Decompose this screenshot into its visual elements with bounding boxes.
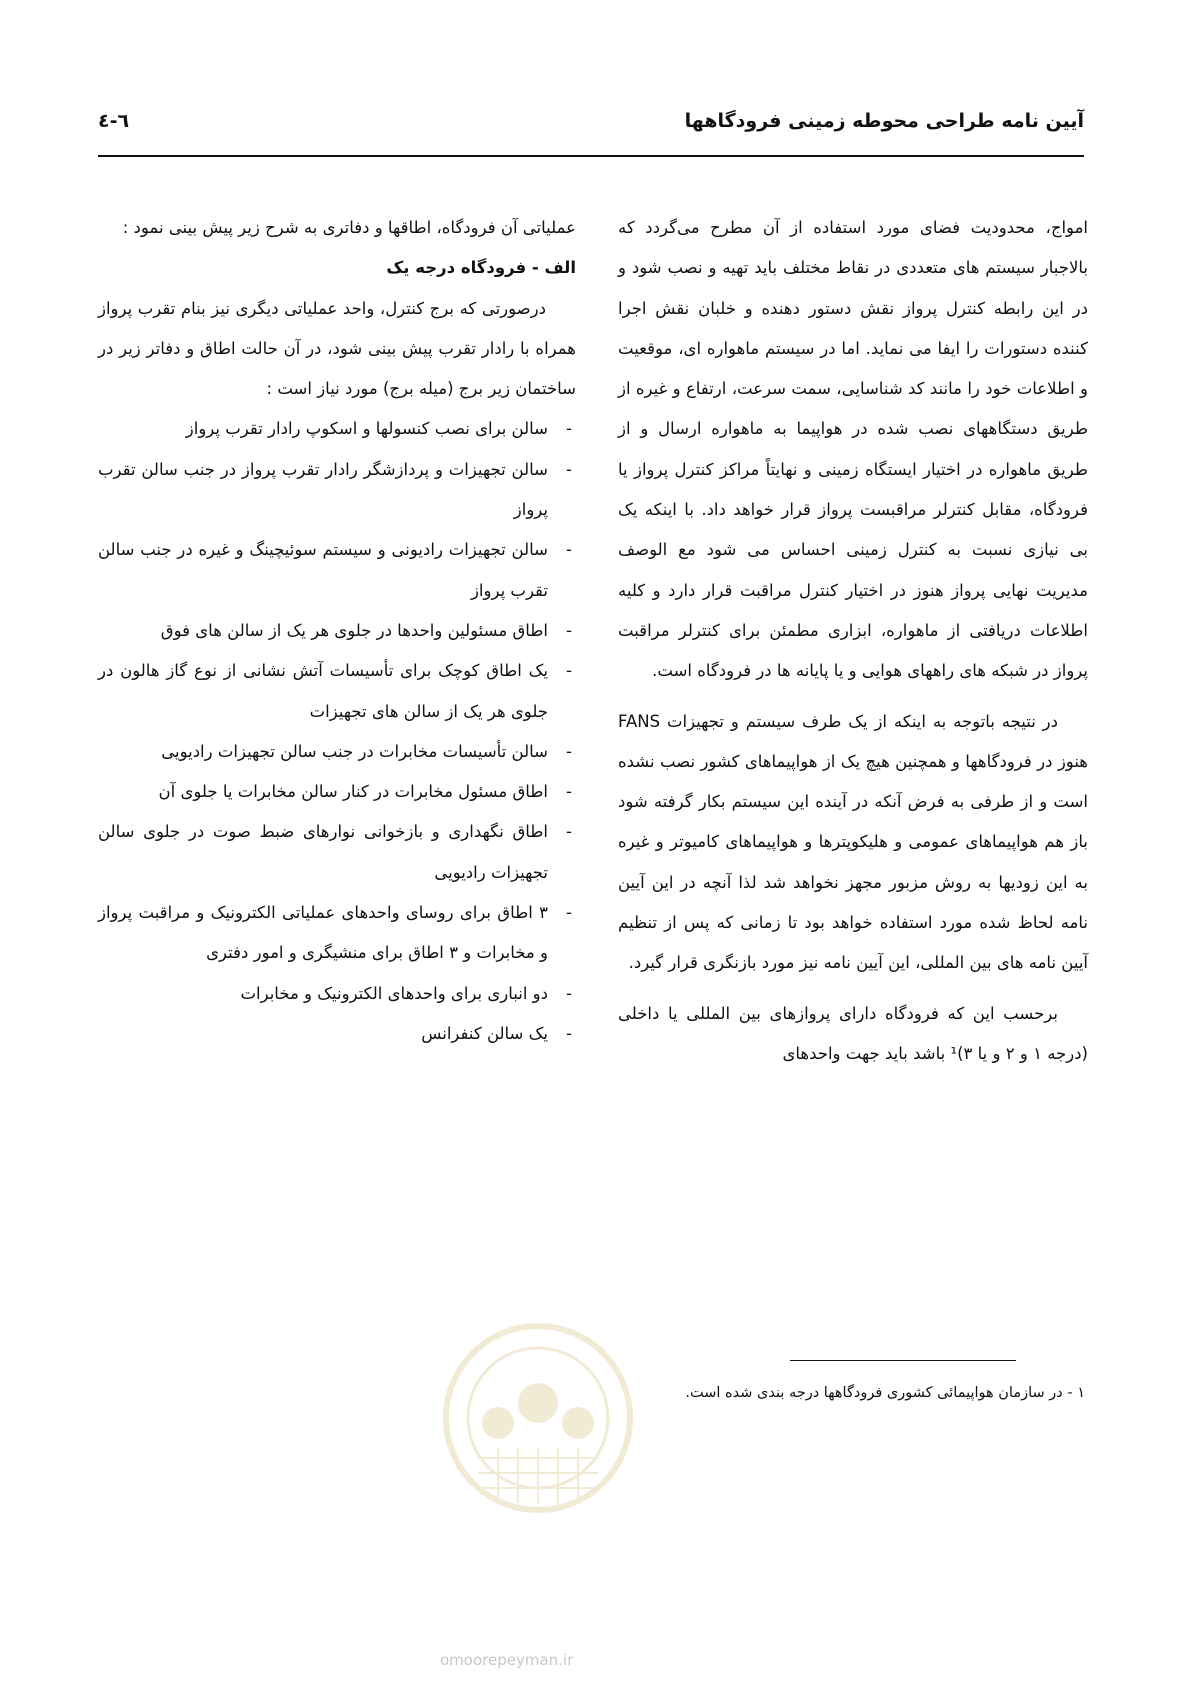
list-dash: - — [566, 822, 572, 842]
list-item — [98, 1014, 576, 1054]
list-item-text: دو انباری برای واحدهای الکترونیک و مخابرات — [240, 983, 548, 1003]
list-dash: - — [566, 983, 572, 1003]
list-item-text: سالن تجهیزات و پردازشگر رادار تقرب پرواز در جنب سالن تقرب پرواز — [98, 459, 548, 520]
page-title: آیین نامه طراحی محوطه زمینی فرودگاهها — [684, 110, 1084, 132]
list-item-text: سالن تأسیسات مخابرات در جنب سالن تجهیزات رادیویی — [161, 741, 548, 761]
list-item-text: اطاق مسئول مخابرات در کنار سالن مخابرات یا جلوی آن — [158, 782, 548, 802]
list-dash: - — [566, 741, 572, 761]
list-item-text: ۳ اطاق برای روسای واحدهای عملیاتی الکترونیک و مراقبت پرواز و مخابرات و ۳ اطاق برای منشیگری و امور دفتری — [98, 903, 548, 963]
list-item — [98, 893, 576, 974]
page-header — [98, 108, 1084, 144]
section-heading: الف - فرودگاه درجه یک — [386, 258, 576, 278]
list-item-text: یک اطاق کوچک برای تأسیسات آتش نشانی از نوع گاز هالون در جلوی هر یک از سالن های تجهیزات — [98, 661, 548, 721]
list-item-text: یک سالن کنفرانس — [421, 1023, 548, 1043]
list-dash: - — [566, 419, 572, 439]
list-dash: - — [566, 620, 572, 640]
list-item — [98, 812, 576, 893]
header-rule — [98, 155, 1084, 157]
list-item-text: اطاق مسئولین واحدها در جلوی هر یک از سالن های فوق — [160, 620, 548, 640]
list-item — [98, 772, 576, 812]
list-item-text: سالن تجهیزات رادیونی و سیستم سوئیچینگ و غیره در جنب سالن تقرب پرواز — [98, 540, 548, 600]
list-item-text: سالن برای نصب کنسولها و اسکوپ رادار تقرب پرواز — [185, 419, 548, 439]
list-item — [98, 450, 576, 531]
paragraph-1: امواج، محدودیت فضای مورد استفاده از آن مطرح می‌گردد که بالاجبار سیستم های متعددی در نقاط مختلف باید تهیه و نصب شود و در این رابطه کنترل پرواز نقش دستور دهنده و خلبان نقش اجرا کننده دستورات را ایفا می نماید. اما در سیستم ماهواره ای، موقعیت و اطلاعات خود را مانند کد شناسایی، سمت سرعت، ارتفاع و غیره از طریق دستگاههای نصب شده در هواپیما به ماهواره ارسال و از طریق ماهواره در اختیار ایستگاه زمینی و نهایتاً مراکز کنترل پرواز یا فرودگاه، مقابل کنترلر مراقبست پرواز قرار خواهد داد. با اینکه یک بی نیازی نسبت به کنترل زمینی احساس می شود مع الوصف مدیریت نهایی پرواز هنوز در اختیار کنترل مراقبت قرار دارد و کلیه اطلاعات دریافتی از ماهواره، ابزاری مطمئن برای کنترلر مراقبت پرواز در شبکه های راههای هوایی و یا پایانه ها در فرودگاه است. — [618, 218, 1088, 681]
right-column — [618, 208, 1088, 1074]
list-dash: - — [566, 782, 572, 802]
footnote-text: ۱ - در سازمان هواپیمائی کشوری فرودگاهها درجه بندی شده است. — [685, 1385, 1085, 1401]
list-dash: - — [566, 540, 572, 560]
left-column — [98, 208, 576, 1054]
page-number: ٦-٤ — [98, 110, 130, 132]
list-dash: - — [566, 1023, 572, 1043]
list-dash: - — [566, 661, 572, 681]
paragraph-2: در نتیجه باتوجه به اینکه از یک طرف سیستم و تجهیزات FANS هنوز در فرودگاهها و همچنین هیچ یک از هواپیماهای کشور نصب نشده است و از طرفی به فرض آنکه در آینده این سیستم بکار گرفته شود باز هم هواپیماهای عمومی و هلیکوپترها و هواپیماهای کامیوتر و غیره به این زودیها به روش مزبور مجهز نخواهد شد لذا آنچه در این آیین نامه لحاظ شده مورد استفاده خواهد بود تا زمانی که پس از تنظیم آیین نامه های بین المللی، این آیین نامه نیز مورد بازنگری قرار گیرد. — [618, 711, 1088, 973]
footnote-rule — [790, 1360, 1016, 1361]
list-dash: - — [566, 903, 572, 923]
paragraph-3: برحسب این که فرودگاه دارای پروازهای بین المللی یا داخلی (درجه ۱ و ۲ و یا ۳)¹ باشد باید جهت واحدهای — [618, 1003, 1088, 1063]
watermark-url: omoorepeyman.ir — [440, 1651, 574, 1669]
list-item — [98, 732, 576, 772]
footnote — [615, 1376, 1085, 1410]
list-item — [98, 974, 576, 1014]
list-item — [98, 530, 576, 611]
section-paragraph: درصورتی که برج کنترل، واحد عملیاتی دیگری نیز بنام تقرب پرواز همراه با رادار تقرب پیش بینی شود، در آن حالت اطاق و دفاتر زیر در ساختمان زیر برج (میله برج) مورد نیاز است : — [98, 298, 576, 399]
list-item — [98, 651, 576, 732]
intro-paragraph: عملیاتی آن فرودگاه، اطاقها و دفاتری به شرح زیر پیش بینی نمود : — [122, 218, 576, 237]
list-dash: - — [566, 459, 572, 479]
list-item-text: اطاق نگهداری و بازخوانی نوارهای ضبط صوت در جلوی سالن تجهیزات رادیویی — [98, 822, 548, 882]
list-item — [98, 611, 576, 651]
list-item — [98, 409, 576, 449]
watermark-stamp-logo — [438, 1308, 638, 1528]
